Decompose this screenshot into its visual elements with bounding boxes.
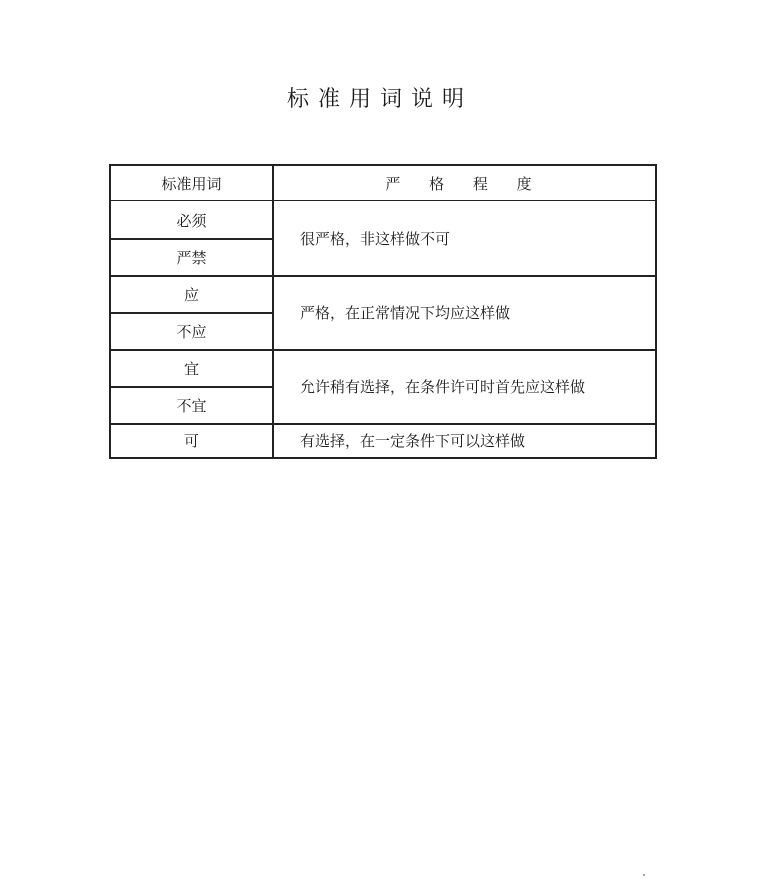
term-cell: 不应: [176, 322, 207, 341]
term-cell: 可: [183, 432, 199, 450]
header-strictness: 严 格 程 度: [385, 175, 544, 193]
scan-speck: [643, 874, 645, 876]
page-title: 标准用词说明: [286, 87, 473, 112]
strictness-cell: 严格，在正常情况下均应这样做: [300, 304, 511, 322]
term-cell: 不宜: [176, 396, 207, 415]
standard-terms-table: [109, 164, 657, 459]
term-cell: 必须: [176, 211, 207, 230]
strictness-cell: 很严格，非这样做不可: [300, 230, 451, 248]
term-cell: 严禁: [176, 248, 207, 267]
table-header-row: [111, 166, 655, 201]
strictness-cell: 有选择，在一定条件下可以这样做: [300, 432, 526, 450]
strictness-cell: 允许稍有选择，在条件许可时首先应这样做: [300, 378, 586, 396]
term-cell: 应: [183, 285, 199, 304]
header-term: 标准用词: [161, 175, 222, 193]
term-cell: 宜: [183, 359, 199, 378]
